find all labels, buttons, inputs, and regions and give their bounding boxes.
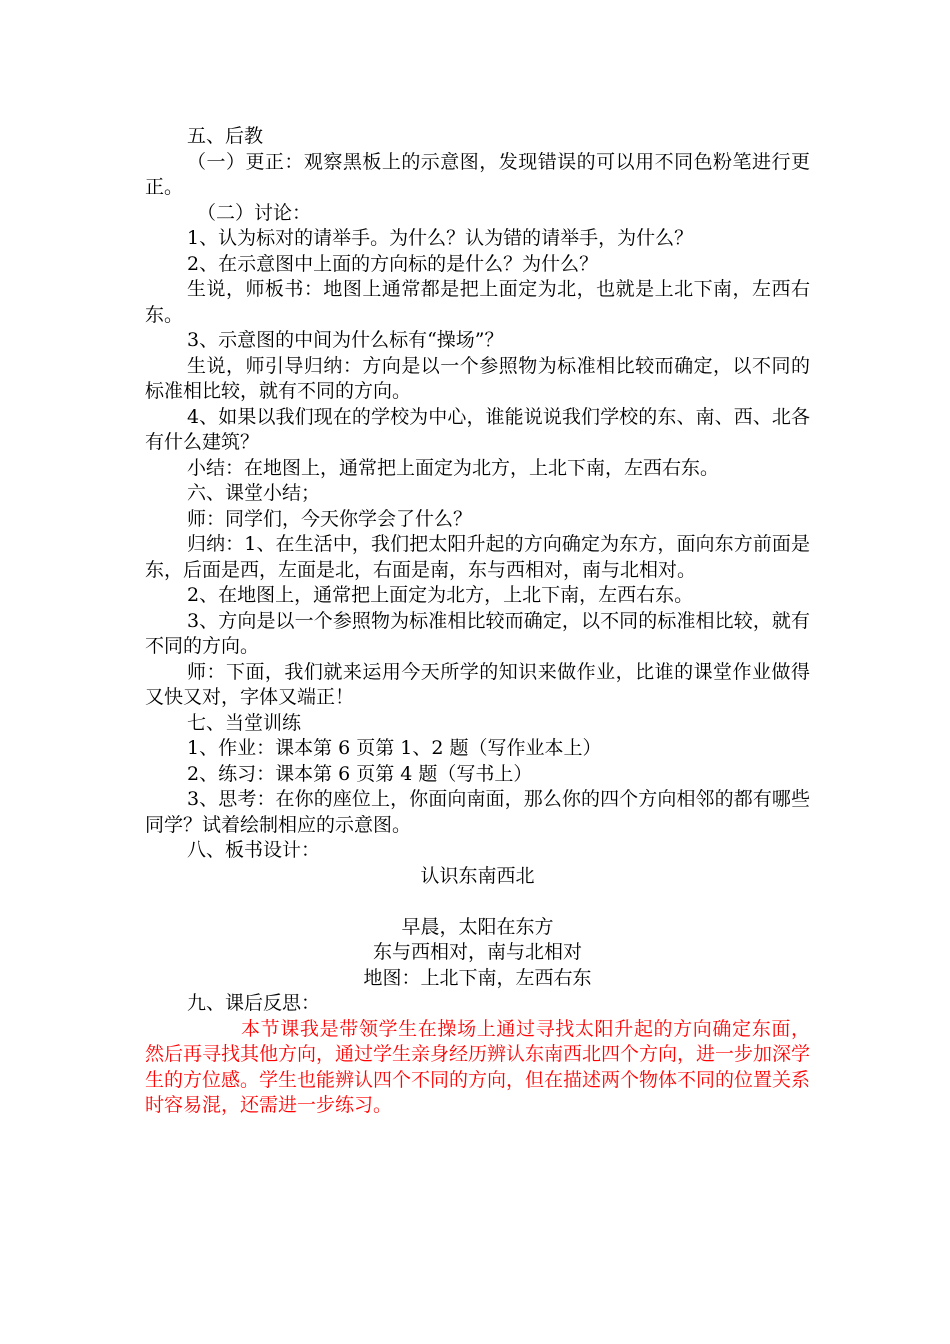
discussion-question-2: 2、在示意图中上面的方向标的是什么？为什么？: [187, 252, 599, 275]
discussion-heading: （二）讨论：: [197, 201, 312, 224]
blank-line: [145, 889, 810, 915]
induction-1: 归纳：1、在生活中，我们把太阳升起的方向确定为东方，面向东方前面是东，后面是西，左面是北，右面是南，东与西相对，南与北相对。: [145, 533, 810, 581]
teacher-next: 师：下面，我们就来运用今天所学的知识来做作业，比谁的课堂作业做得又快又对，字体又端正！: [145, 660, 810, 708]
correction-paragraph: （一）更正：观察黑板上的示意图，发现错误的可以用不同色粉笔进行更正。: [145, 150, 810, 198]
section-6-title: 六、课堂小结；: [187, 482, 321, 504]
homework-3: 3、思考：在你的座位上，你面向南面，那么你的四个方向相邻的都有哪些同学？试着绘制相应的示意图。: [145, 788, 810, 836]
section-9-title: 九、课后反思：: [187, 992, 321, 1014]
board-line-1: 早晨，太阳在东方: [401, 915, 554, 938]
discussion-question-4: 4、如果以我们现在的学校为中心，谁能说说我们学校的东、南、西、北各有什么建筑？: [145, 405, 810, 453]
section-8-title: 八、板书设计：: [187, 839, 321, 861]
board-line-2: 东与西相对，南与北相对: [372, 941, 582, 963]
section-7-title: 七、当堂训练: [187, 711, 302, 734]
reflection-paragraph: 本节课我是带领学生在操场上通过寻找太阳升起的方向确定东面，然后再寻找其他方向，通过学生亲身经历辨认东南西北四个方向，进一步加深学生的方位感。学生也能辨认四个不同的方向，但在描述两个物体不同的位置关系时容易混，还需进一步练习。: [145, 1017, 811, 1116]
induction-3: 3、方向是以一个参照物为标准相比较而确定，以不同的标准相比较，就有不同的方向。: [145, 609, 810, 657]
discussion-question-1: 1、认为标对的请举手。为什么？认为错的请举手，为什么？: [187, 227, 694, 249]
discussion-question-3: 3、示意图的中间为什么标有“操场”？: [187, 329, 504, 351]
homework-1: 1、作业：课本第 6 页第 1、2 题（写作业本上）: [187, 737, 602, 759]
board-title: 认识东南西北: [420, 864, 535, 887]
section-5-title: 五、后教: [187, 125, 264, 147]
summary-paragraph: 小结：在地图上，通常把上面定为北方，上北下南，左西右东。: [187, 456, 720, 479]
document-body: [145, 124, 810, 1119]
discussion-answer-3: 生说，师引导归纳：方向是以一个参照物为标准相比较而确定，以不同的标准相比较，就有不同的方向。: [145, 354, 810, 402]
board-line-3: 地图：上北下南，左西右东: [363, 966, 592, 989]
discussion-answer-2: 生说，师板书：地图上通常都是把上面定为北，也就是上北下南，左西右东。: [145, 278, 810, 326]
teacher-question: 师：同学们，今天你学会了什么？: [187, 507, 473, 530]
induction-2: 2、在地图上，通常把上面定为北方，上北下南，左西右东。: [187, 584, 694, 606]
homework-2: 2、练习：课本第 6 页第 4 题（写书上）: [187, 762, 533, 785]
